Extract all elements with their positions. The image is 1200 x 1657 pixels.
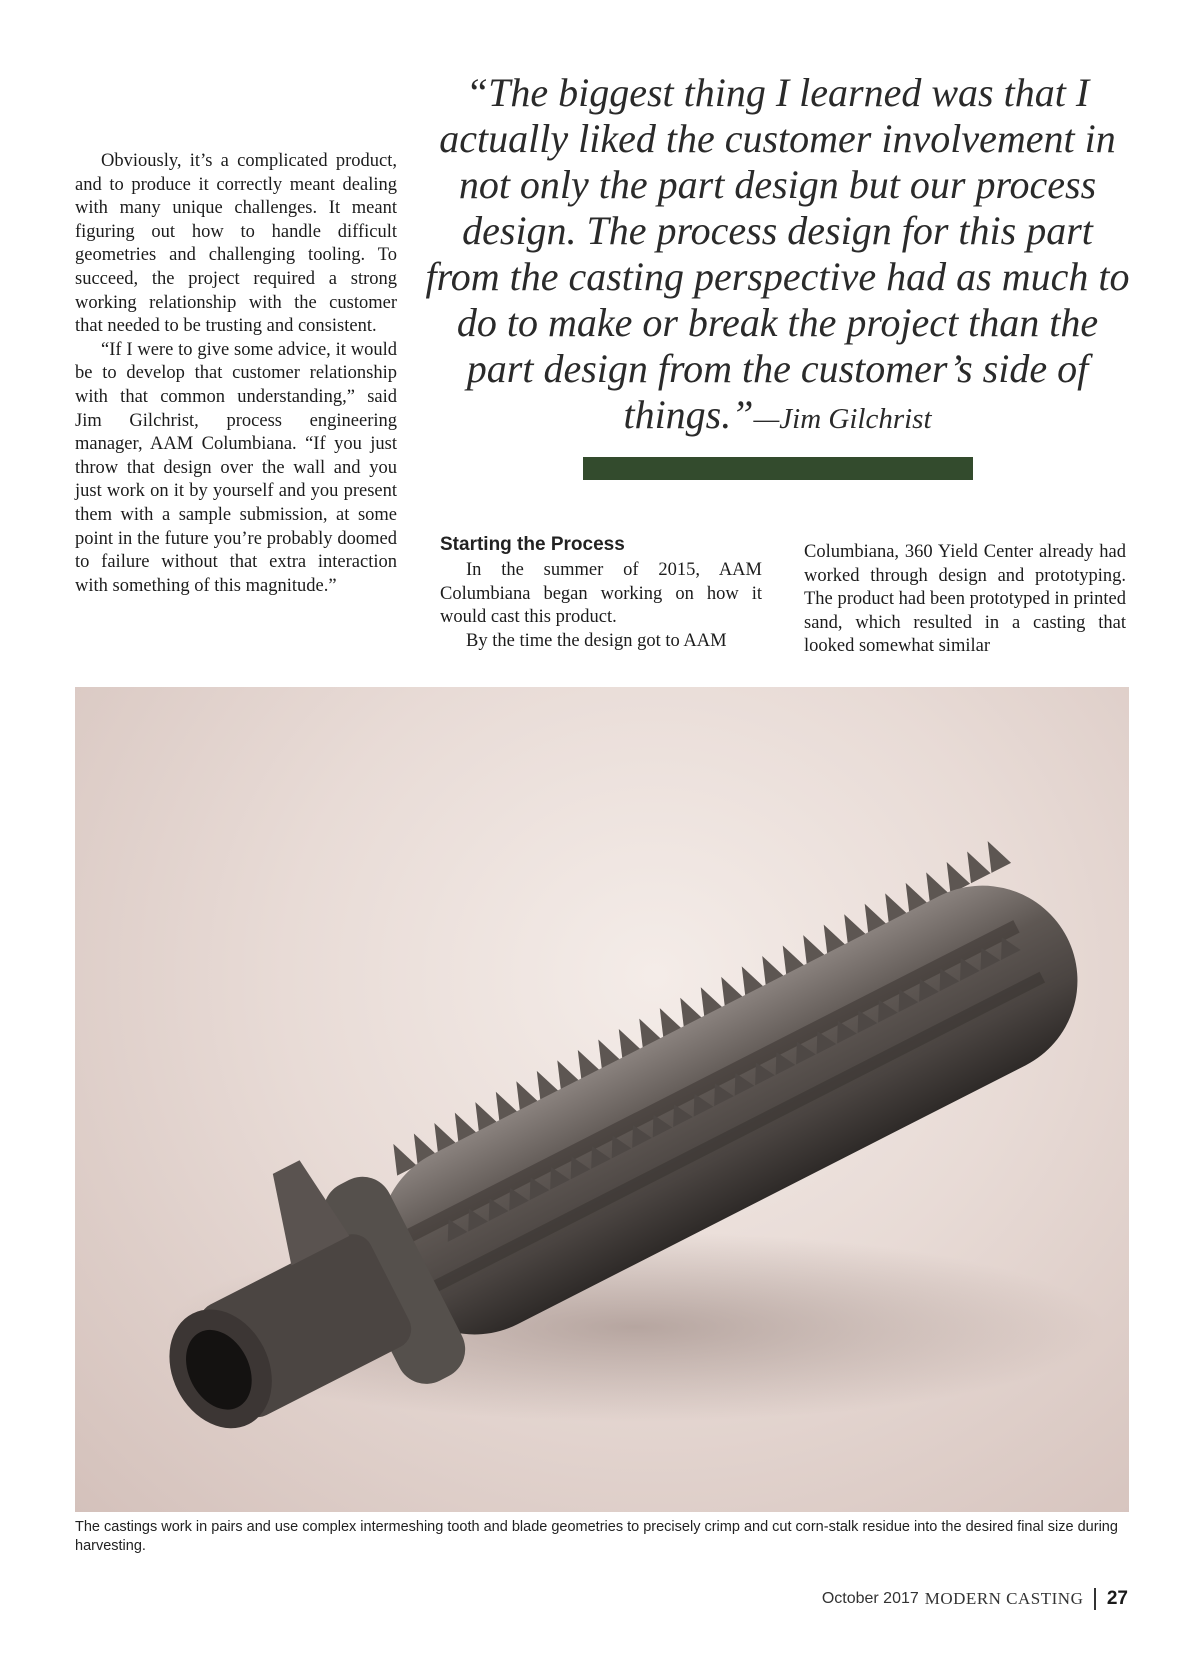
casting-photo	[75, 687, 1129, 1512]
section-heading: Starting the Process	[440, 534, 625, 555]
pull-quote-text: “The biggest thing I learned was that I actually liked the customer involvement in not only the part design but our process design. The process design for this part from the casting perspective had as much to do to make or break the project than the part design from the customer’s side of things.”	[425, 70, 1130, 437]
middle-column	[440, 533, 762, 653]
right-paragraph-1: Columbiana, 360 Yield Center already had worked through design and prototyping. The product had been prototyped in printed sand, which resulted in a casting that looked somewhat similar	[804, 542, 1126, 657]
footer-date: October 2017	[821, 1590, 919, 1607]
photo-caption: The castings work in pairs and use complex intermeshing tooth and blade geometries to precisely crimp and cut corn-stalk residue into the desired final size during harvesting.	[75, 1519, 1118, 1554]
page-footer	[822, 1588, 1128, 1610]
left-paragraph-1: Obviously, it’s a complicated product, and to produce it correctly meant dealing with many unique challenges. It meant figuring out how to handle difficult geometries and challenging tooling. To succeed, the project required a strong working relationship with the customer that needed to be trusting and consistent.	[75, 151, 397, 337]
middle-paragraph-1: In the summer of 2015, AAM Columbiana began working on how it would cast this product.	[440, 560, 762, 628]
casting-illustration	[75, 687, 1129, 1512]
footer-divider	[1094, 1588, 1096, 1610]
page-number: 27	[1106, 1588, 1128, 1609]
pull-quote	[425, 70, 1130, 442]
left-paragraph-2: “If I were to give some advice, it would be to develop that customer relationship with that common understanding,” said Jim Gilchrist, process engineering manager, AAM Columbiana. “If you just throw that design over the wall and you just work on it by yourself and you present them with a sample submission, at some point in the future you’re probably doomed to failure without that extra interaction with something of this magnitude.”	[75, 339, 397, 596]
pull-quote-attribution: —Jim Gilchrist	[753, 403, 932, 435]
middle-paragraph-2: By the time the design got to AAM	[466, 630, 727, 651]
pull-quote-bar	[583, 457, 973, 480]
left-column	[75, 150, 397, 598]
footer-magazine: MODERN CASTING	[924, 1589, 1084, 1608]
right-column	[804, 541, 1126, 659]
